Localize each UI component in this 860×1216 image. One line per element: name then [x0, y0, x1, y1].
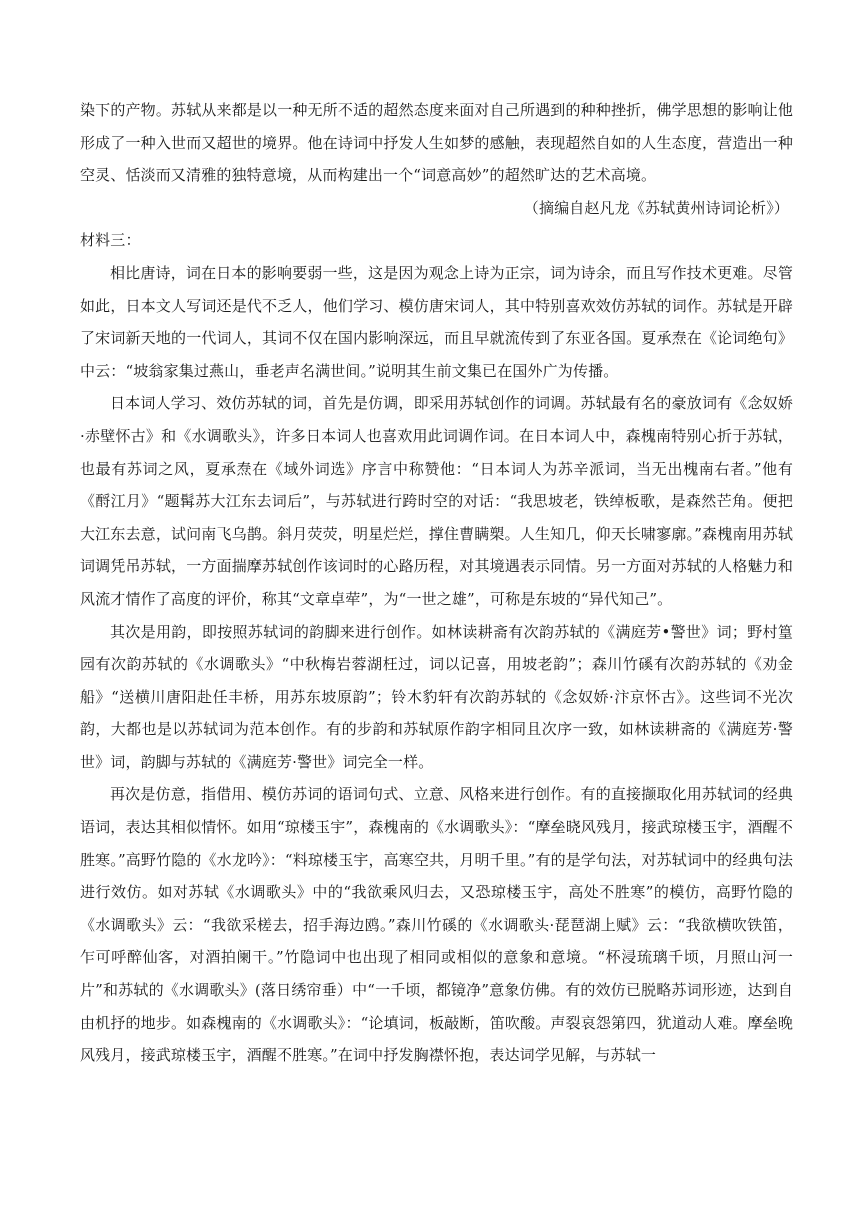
paragraph-4: 再次是仿意，指借用、模仿苏词的语词句式、立意、风格来进行创作。有的直接撷取化用苏轼词的经典语词，表达其相似情怀。如用“琼楼玉宇”，森槐南的《水调歌头》：“摩垒晓风残月，接武琼楼玉宇，酒醒不胜寒。”高野竹隐的《水龙吟》：“料琼楼玉宇，高寒空共，月明千里。”有的是学句法，对苏轼词中的经典句法进行效仿。如对苏轼《水调歌头》中的“我欲乘风归去，又恐琼楼玉宇，高处不胜寒”的模仿，高野竹隐的《水调歌头》云：“我欲采槎去，招手海边鸥。”森川竹磎的《水调歌头·琵琶湖上赋》云：“我欲横吹铁笛，乍可呼醉仙客，对酒拍阑干。”竹隐词中也出现了相同或相似的意象和意境。“杯浸琉璃千顷，月照山河一片”和苏轼的《水调歌头》(落日绣帘垂）中“一千顷，都镜净”意象仿佛。有的效仿已脱略苏词形迹，达到自由机抒的地步。如森槐南的《水调歌头》：“论填词，板敲断，笛吹酸。声裂哀怨第四，犹道动人难。摩垒晚风残月，接武琼楼玉宇，酒醒不胜寒。”在词中抒发胸襟怀抱，表达词学见解，与苏轼一	[80, 785, 794, 1065]
paragraph-2: 日本词人学习、效仿苏轼的词，首先是仿调，即采用苏轼创作的词调。苏轼最有名的豪放词有《念奴娇·赤壁怀古》和《水调歌头》，许多日本词人也喜欢用此词调作词。在日本词人中，森槐南特别心折于苏轼，也最有苏词之风，夏承焘在《域外词选》序言中称赞他：“日本词人为苏辛派词，当无出槐南右者。”他有《酹江月》“题髯苏大江东去词后”，与苏轼进行跨时空的对话：“我思坡老，铁绰板歌，是森然芒角。便把大江东去意，试问南飞乌鹊。斜月荧荧，明星烂烂，撑住曹瞒槊。人生知几，仰天长啸寥廓。”森槐南用苏轼词调凭吊苏轼，一方面揣摩苏轼创作该词时的心路历程，对其境遇表示同情。另一方面对苏轼的人格魅力和风流才情作了高度的评价，称其“文章卓荦”，为“一世之雄”，可称是东坡的“异代知己”。	[80, 394, 793, 608]
section-heading: 材料三：	[80, 231, 141, 250]
paragraph-3: 其次是用韵，即按照苏轼词的韵脚来进行创作。如林读耕斋有次韵苏轼的《满庭芳•警世》词；野村篁园有次韵苏轼的《水调歌头》“中秋梅岩蓉湖枉过，词以记喜，用坡老韵”；森川竹磎有次韵苏轼的《劝金船》“送横川唐阳赴任丰桥，用苏东坡原韵”；铃木豹轩有次韵苏轼的《念奴娇·汴京怀古》。这些词不光次韵，大都也是以苏轼词为范本创作。有的步韵和苏轼原作韵字相同且次序一致，如林读耕斋的《满庭芳·警世》词，韵脚与苏轼的《满庭芳·警世》词完全一样。	[80, 622, 793, 771]
paragraph-1: 相比唐诗，词在日本的影响要弱一些，这是因为观念上诗为正宗，词为诗余，而且写作技术更难。尽管如此，日本文人写词还是代不乏人，他们学习、模仿唐宋词人，其中特别喜欢效仿苏轼的词作。苏轼是开辟了宋词新天地的一代词人，其词不仅在国内影响深远，而且早就流传到了东亚各国。夏承焘在《论词绝句》中云：“坡翁家集过燕山，垂老声名满世间。”说明其生前文集已在国外广为传播。	[80, 263, 793, 380]
paragraph-continuation: 染下的产物。苏轼从来都是以一种无所不适的超然态度来面对自己所遇到的种种挫折，佛学思想的影响让他形成了一种入世而又超世的境界。他在诗词中抒发人生如梦的感触，表现超然自如的人生态度，营造出一种空灵、恬淡而又清雅的独特意境，从而构建出一个“词意高妙”的超然旷达的艺术高境。	[80, 101, 793, 185]
source-citation: （摘编自赵凡龙《苏轼黄州诗词论析》）	[523, 198, 789, 217]
